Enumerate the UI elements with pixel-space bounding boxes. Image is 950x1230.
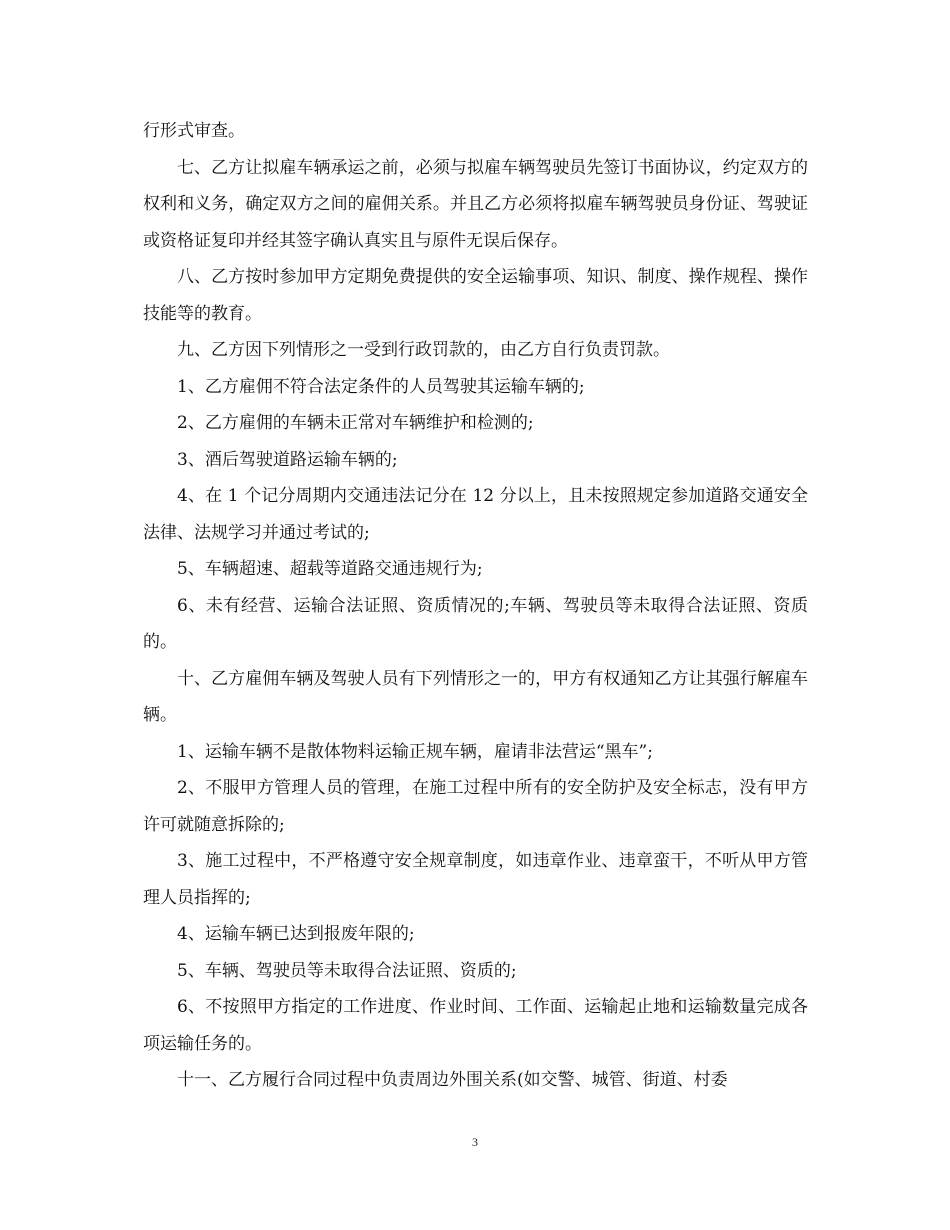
paragraph: 3、施工过程中，不严格遵守安全规章制度，如违章作业、违章蛮干，不听从甲方管理人员指挥的;	[143, 851, 808, 908]
paragraph: 4、运输车辆已达到报废年限的;	[177, 924, 415, 944]
paragraph: 1、运输车辆不是散体物料运输正规车辆，雇请非法营运“黑车”;	[177, 741, 653, 762]
paragraph: 2、不服甲方管理人员的管理，在施工过程中所有的安全防护及安全标志，没有甲方许可就随意拆除的;	[143, 778, 808, 835]
paragraph: 七、乙方让拟雇车辆承运之前，必须与拟雇车辆驾驶员先签订书面协议，约定双方的权利和义务，确定双方之间的雇佣关系。并且乙方必须将拟雇车辆驾驶员身份证、驾驶证或资格证复印并经其签字确认真实且与原件无误后保存。	[143, 157, 808, 251]
paragraph: 5、车辆、驾驶员等未取得合法证照、资质的;	[177, 960, 517, 981]
paragraph: 6、不按照甲方指定的工作进度、作业时间、工作面、运输起止地和运输数量完成各项运输任务的。	[143, 997, 808, 1054]
paragraph: 行形式审查。	[143, 121, 245, 141]
paragraph: 八、乙方按时参加甲方定期免费提供的安全运输事项、知识、制度、操作规程、操作技能等的教育。	[143, 267, 808, 324]
page-number: 3	[472, 1135, 478, 1149]
paragraph: 5、车辆超速、超载等道路交通违规行为;	[177, 559, 483, 579]
paragraph: 4、在 1 个记分周期内交通违法记分在 12 分以上，且未按照规定参加道路交通安全法律、法规学习并通过考试的;	[143, 486, 808, 543]
paragraph: 6、未有经营、运输合法证照、资质情况的;车辆、驾驶员等未取得合法证照、资质的。	[143, 595, 808, 652]
paragraph: 3、酒后驾驶道路运输车辆的;	[177, 449, 398, 470]
paragraph: 2、乙方雇佣的车辆未正常对车辆维护和检测的;	[177, 413, 534, 433]
paragraph: 九、乙方因下列情形之一受到行政罚款的，由乙方自行负责罚款。	[177, 340, 670, 360]
paragraph: 十、乙方雇佣车辆及驾驶人员有下列情形之一的，甲方有权通知乙方让其强行解雇车辆。	[143, 668, 808, 725]
paragraph: 1、乙方雇佣不符合法定条件的人员驾驶其运输车辆的;	[177, 376, 585, 397]
paragraph: 十一、乙方履行合同过程中负责周边外围关系(如交警、城管、街道、村委	[177, 1070, 728, 1090]
contract-body	[143, 113, 808, 1099]
